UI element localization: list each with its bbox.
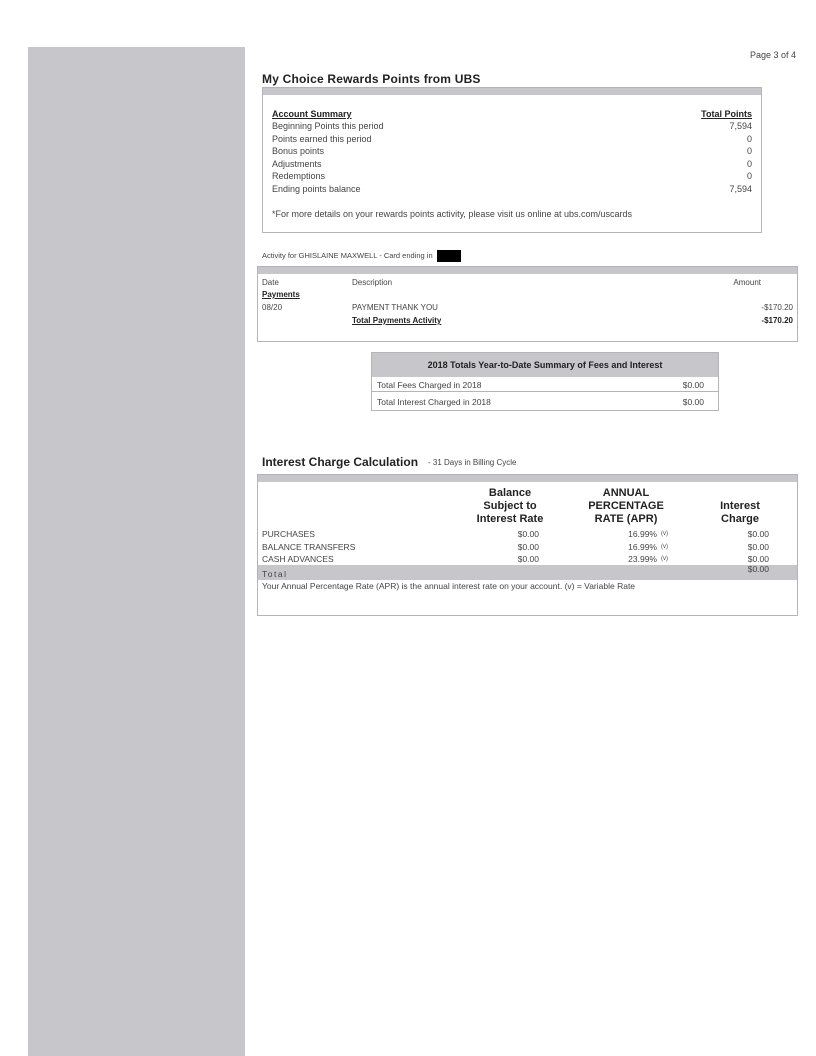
rewards-row-value: 7,594	[729, 121, 752, 131]
ytd-row-value: $0.00	[682, 380, 704, 390]
rewards-summary-box	[262, 87, 762, 233]
interest-total-row	[258, 565, 797, 580]
interest-row-charge: $0.00	[747, 529, 769, 539]
payments-section-heading: Payments	[262, 290, 300, 299]
ytd-row-label: Total Interest Charged in 2018	[377, 397, 491, 407]
total-points-heading: Total Points	[701, 109, 752, 119]
ytd-row-label: Total Fees Charged in 2018	[377, 380, 482, 390]
interest-total-label: Total	[262, 569, 288, 579]
interest-calc-title: Interest Charge Calculation	[262, 455, 419, 469]
interest-row	[262, 553, 793, 565]
activity-header-bar	[258, 267, 797, 274]
apr-value: 16.99%	[628, 529, 657, 539]
activity-label	[262, 250, 461, 262]
rewards-row	[272, 145, 752, 157]
col-balance-header	[470, 487, 550, 526]
ytd-row	[377, 396, 704, 409]
rewards-row-label: Beginning Points this period	[272, 121, 384, 131]
left-sidebar-panel	[28, 47, 245, 1056]
rewards-row-value: 0	[746, 171, 752, 181]
apr-value: 16.99%	[628, 541, 657, 552]
col-balance-line: Balance	[488, 487, 532, 499]
interest-row-type: CASH ADVANCES	[262, 554, 334, 564]
rewards-row	[272, 183, 752, 195]
ytd-row-value: $0.00	[682, 397, 704, 407]
col-apr-header	[576, 487, 676, 526]
interest-row-type: PURCHASES	[262, 529, 315, 539]
rewards-header-row	[272, 108, 752, 120]
interest-row-charge: $0.00	[747, 541, 769, 552]
col-apr-line: PERCENTAGE	[588, 500, 664, 512]
ytd-divider	[372, 391, 718, 392]
interest-total-value: $0.00	[747, 564, 769, 574]
col-balance-line: Subject to	[483, 500, 537, 512]
redaction-block	[437, 250, 461, 262]
activity-label-text: Activity for GHISLAINE MAXWELL - Card ending in	[262, 250, 433, 260]
interest-row-type: BALANCE TRANSFERS	[262, 541, 356, 552]
col-description-header: Description	[352, 278, 393, 287]
account-summary-heading: Account Summary	[272, 109, 352, 119]
total-payments-label: Total Payments Activity	[352, 316, 442, 325]
rewards-row-value: 0	[746, 158, 752, 169]
interest-header-bar	[258, 475, 797, 482]
col-interest-line: Charge	[721, 513, 759, 525]
col-date-header: Date	[262, 278, 279, 287]
col-apr-line: ANNUAL	[602, 487, 650, 499]
activity-row-date: 08/20	[262, 303, 283, 312]
apr-note: Your Annual Percentage Rate (APR) is the annual interest rate on your account. (v) = Variable Rate	[262, 581, 636, 591]
page-number: Page 3 of 4	[749, 50, 796, 60]
col-interest-header	[704, 500, 776, 526]
interest-row-balance: $0.00	[517, 541, 539, 552]
rewards-row-value: 0	[746, 133, 752, 144]
rewards-title: My Choice Rewards Points from UBS	[262, 72, 481, 86]
rewards-row	[272, 120, 752, 132]
col-amount-header: Amount	[733, 278, 761, 287]
activity-row-description: PAYMENT THANK YOU	[352, 303, 438, 312]
rewards-row	[272, 133, 752, 145]
rewards-row-label: Ending points balance	[272, 183, 361, 194]
variable-marker: (v)	[661, 543, 668, 550]
activity-row-amount: -$170.20	[761, 303, 793, 312]
rewards-header-bar	[263, 88, 761, 95]
interest-row-balance: $0.00	[517, 529, 539, 539]
rewards-note: *For more details on your rewards points activity, please visit us online at ubs.com/uscards	[272, 209, 632, 219]
interest-row-apr	[628, 541, 668, 553]
interest-row	[262, 541, 793, 553]
interest-calc-table	[257, 474, 798, 616]
rewards-row-value: 7,594	[729, 183, 752, 194]
apr-value: 23.99%	[628, 554, 657, 564]
rewards-row-label: Redemptions	[272, 171, 326, 181]
interest-calc-subtitle: - 31 Days in Billing Cycle	[428, 458, 517, 467]
col-balance-line: Interest Rate	[476, 513, 544, 525]
rewards-row-label: Bonus points	[272, 146, 325, 156]
activity-table	[257, 266, 798, 342]
variable-marker: (v)	[661, 531, 668, 537]
interest-row-apr	[628, 528, 668, 540]
interest-row-charge: $0.00	[747, 554, 769, 564]
ytd-summary-title: 2018 Totals Year-to-Date Summary of Fees and Interest	[372, 353, 718, 377]
col-interest-line: Interest	[720, 500, 760, 512]
interest-row-balance: $0.00	[517, 554, 539, 564]
total-payments-amount: -$170.20	[761, 316, 793, 325]
rewards-row-label: Points earned this period	[272, 133, 372, 144]
interest-row-apr	[628, 553, 668, 565]
interest-row	[262, 528, 793, 540]
col-apr-line: RATE (APR)	[594, 513, 658, 525]
rewards-row-label: Adjustments	[272, 158, 322, 169]
rewards-row	[272, 170, 752, 182]
rewards-row	[272, 158, 752, 170]
variable-marker: (v)	[661, 556, 668, 562]
ytd-summary-box	[371, 352, 719, 411]
rewards-row-value: 0	[746, 146, 752, 156]
